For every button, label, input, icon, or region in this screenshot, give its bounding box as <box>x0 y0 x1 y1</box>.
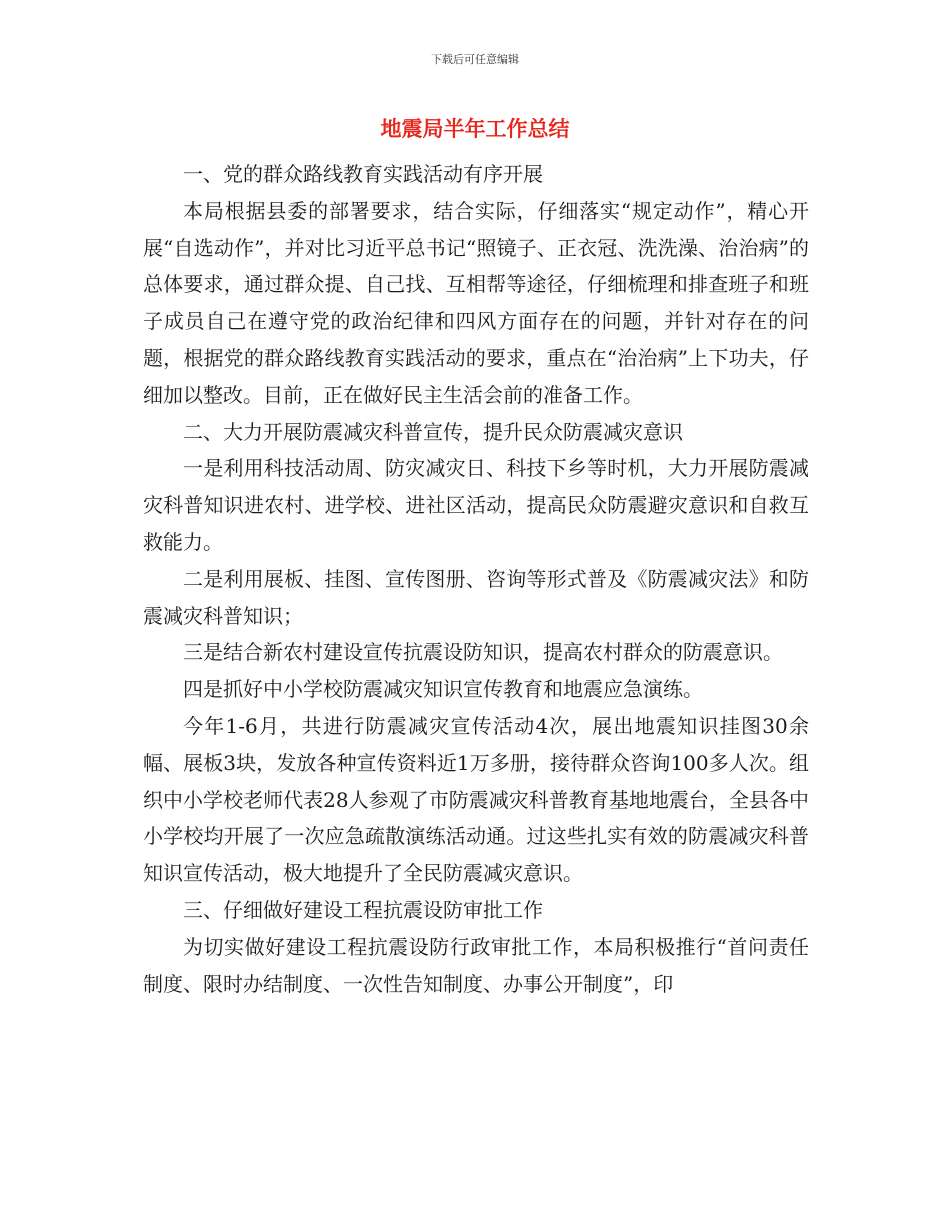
page-header-note: 下载后可任意编辑 <box>431 53 519 66</box>
paragraph: 一是利用科技活动周、防灾减灾日、科技下乡等时机，大力开展防震减灾科普知识进农村、进学校、进社区活动，提高民众防震避灾意识和自救互救能力。 <box>143 456 809 554</box>
document-body <box>143 156 809 1002</box>
section-heading-1: 一、党的群众路线教育实践活动有序开展 <box>183 162 543 186</box>
paragraph: 本局根据县委的部署要求，结合实际，仔细落实“规定动作”，精心开展“自选动作”，并对比习近平总书记“照镜子、正衣冠、洗洗澡、治治病”的总体要求，通过群众提、自己找、互相帮等途径，仔细梳理和排查班子和班子成员自己在遵守党的政治纪律和四风方面存在的问题，并针对存在的问题，根据党的群众路线教育实践活动的要求，重点在“治治病”上下功夫，仔细加以整改。目前，正在做好民主生活会前的准备工作。 <box>143 198 809 407</box>
paragraph: 三是结合新农村建设宣传抗震设防知识，提高农村群众的防震意识。 <box>183 640 783 665</box>
paragraph: 二是利用展板、挂图、宣传图册、咨询等形式普及《防震减灾法》和防震减灾科普知识； <box>143 566 809 628</box>
document-title: 地震局半年工作总结 <box>380 117 570 141</box>
paragraph: 四是抓好中小学校防震减灾知识宣传教育和地震应急演练。 <box>183 677 703 702</box>
paragraph: 为切实做好建设工程抗震设防行政审批工作，本局积极推行“首问责任制度、限时办结制度、一次性告知制度、办事公开制度”，印 <box>143 934 809 996</box>
paragraph: 今年1-6月，共进行防震减灾宣传活动4次，展出地震知识挂图30余幅、展板3块，发放各种宣传资料近1万多册，接待群众咨询100多人次。组织中小学校老师代表28人参观了市防震减灾科普教育基地地震台，全县各中小学校均开展了一次应急疏散演练活动通。过这些扎实有效的防震减灾科普知识宣传活动，极大地提升了全民防震减灾意识。 <box>143 713 809 886</box>
section-heading-2: 二、大力开展防震减灾科普宣传，提升民众防震减灾意识 <box>183 419 683 444</box>
section-heading-3: 三、仔细做好建设工程抗震设防审批工作 <box>183 897 543 922</box>
